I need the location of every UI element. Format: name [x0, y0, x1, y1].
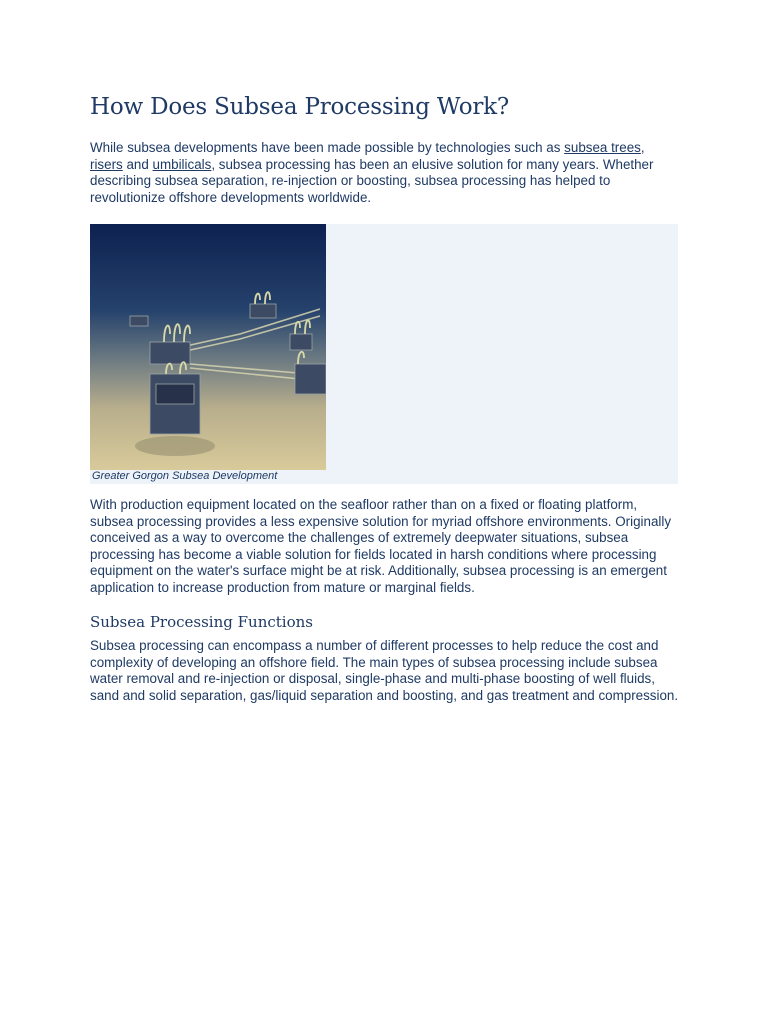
intro-text-4: , subsea processing has been an elusive solution for many years. Whether describing subsea separation, re-injection or boosting, subsea processing has helped to revolutionize offshore developments worldwide.	[90, 156, 654, 205]
subsea-trees-link[interactable]: subsea trees	[564, 140, 641, 155]
intro-paragraph	[90, 140, 680, 206]
figure-caption: Greater Gorgon Subsea Development	[92, 470, 278, 482]
intro-text-3: and	[122, 156, 153, 172]
intro-text-2: ,	[640, 140, 645, 155]
paragraph-2: With production equipment located on the seafloor rather than on a fixed or floating platform, subsea processing provides a less expensive solution for myriad offshore environments. Originally conceived as a way to overcome the challenges of extremely deepwater situations, subsea processing has become a viable solution for fields located in harsh conditions where processing equipment on the water's surface might be at risk. Additionally, subsea processing is an emergent application to increase production from mature or marginal fields.	[90, 497, 672, 595]
risers-link[interactable]: risers	[90, 156, 123, 172]
umbilicals-link[interactable]: umbilicals	[152, 156, 212, 172]
paragraph-3: Subsea processing can encompass a number of different processes to help reduce the cost and complexity of developing an offshore field. The main types of subsea processing include subsea water removal and re-injection or disposal, single-phase and multi-phase boosting of well fluids, sand and solid separation, gas/liquid separation and boosting, and gas treatment and compression.	[90, 638, 679, 703]
article-body	[90, 92, 680, 704]
subsea-development-image	[90, 224, 326, 470]
page-title: How Does Subsea Processing Work?	[90, 94, 510, 120]
section-heading: Subsea Processing Functions	[90, 613, 313, 631]
figure-panel	[90, 224, 678, 484]
intro-text-1: While subsea developments have been made possible by technologies such as	[90, 140, 565, 155]
